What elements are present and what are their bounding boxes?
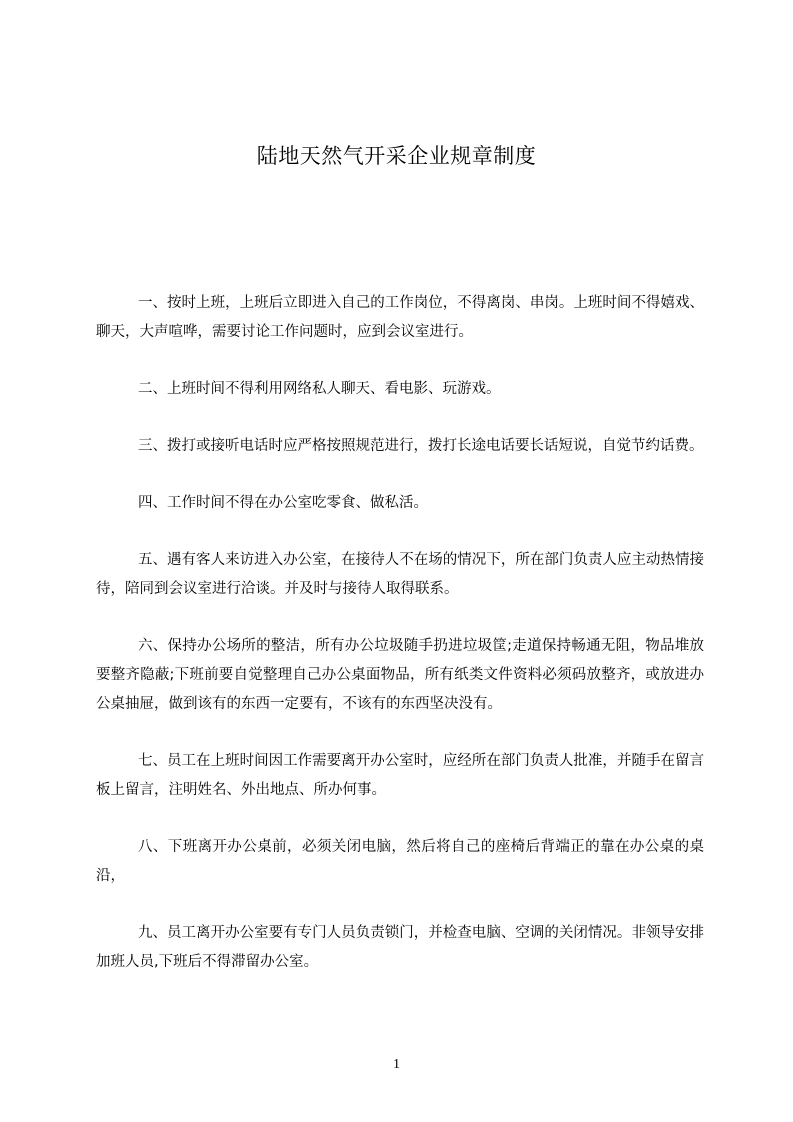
rule-2: 二、上班时间不得利用网络私人聊天、看电影、玩游戏。 — [138, 381, 501, 397]
rule-3: 三、拨打或接听电话时应严格按照规范进行，拨打长途电话要长话短说，自觉节约话费。 — [138, 438, 704, 454]
rule-8: 八、下班离开办公桌前，必须关闭电脑，然后将自己的座椅后背端正的靠在办公桌的桌沿， — [96, 839, 704, 884]
rule-1: 一、按时上班，上班后立即进入自己的工作岗位，不得离岗、串岗。上班时间不得嬉戏、聊天，大声喧哗，需要讨论工作问题时，应到会议室进行。 — [96, 295, 704, 340]
rule-4: 四、工作时间不得在办公室吃零食、做私活。 — [138, 495, 428, 511]
rule-7: 七、员工在上班时间因工作需要离开办公室时，应经所在部门负责人批准，并随手在留言板上留言，注明姓名、外出地点、所办何事。 — [96, 753, 704, 798]
rule-5: 五、遇有客人来访进入办公室，在接待人不在场的情况下，所在部门负责人应主动热情接待，陪同到会议室进行洽谈。并及时与接待人取得联系。 — [96, 552, 704, 597]
rules-list — [96, 289, 704, 1005]
page-number: 1 — [393, 1057, 400, 1072]
rule-9: 九、员工离开办公室要有专门人员负责锁门，并检查电脑、空调的关闭情况。非领导安排加班人员,下班后不得滞留办公室。 — [96, 925, 704, 970]
rule-6: 六、保持办公场所的整洁，所有办公垃圾随手扔进垃圾筐;走道保持畅通无阻，物品堆放要整齐隐蔽;下班前要自觉整理自己办公桌面物品，所有纸类文件资料必须码放整齐，或放进办公桌抽屉，做到该有的东西一定要有，不该有的东西坚决没有。 — [96, 638, 704, 712]
document-title: 陆地天然气开采企业规章制度 — [256, 144, 537, 168]
